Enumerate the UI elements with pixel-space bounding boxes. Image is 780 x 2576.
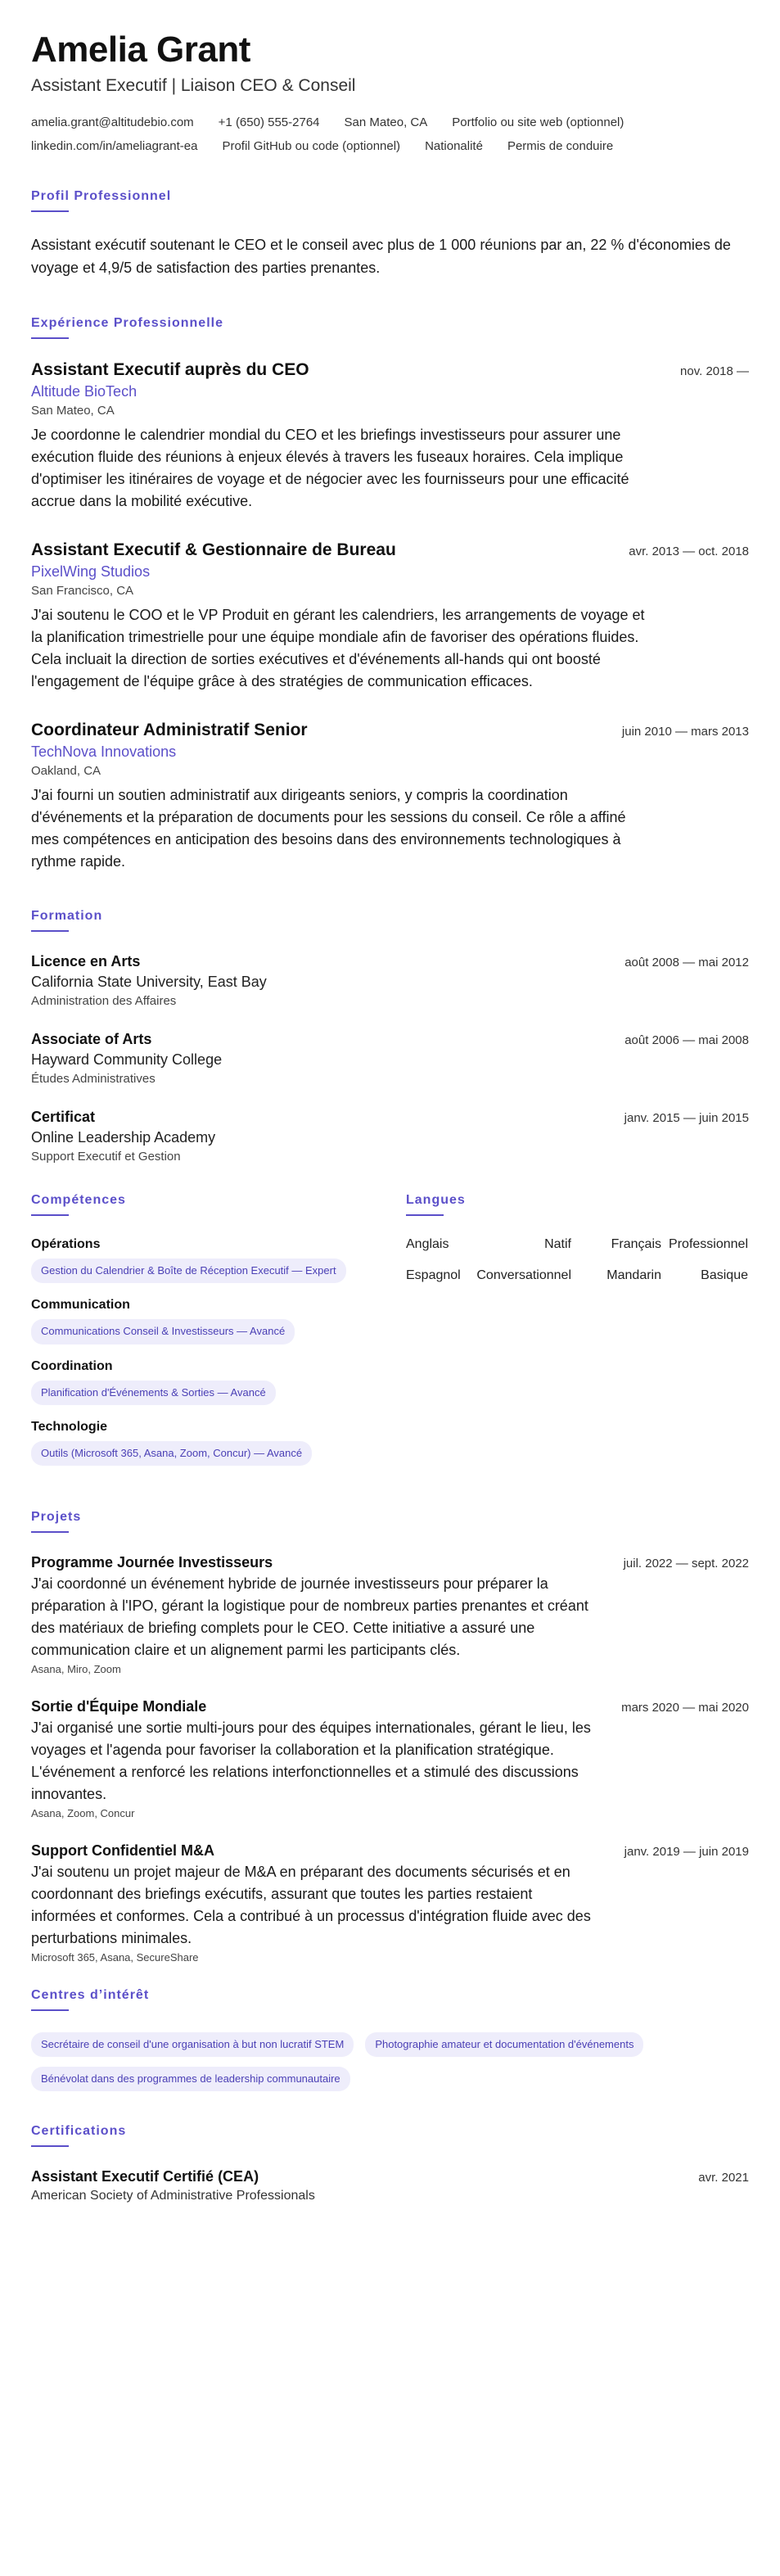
project-tools: Asana, Miro, Zoom: [31, 1662, 121, 1675]
experience-entry: [31, 721, 749, 873]
job-location: San Mateo, CA: [31, 404, 115, 418]
section-title: Centres d’intérêt: [31, 1987, 150, 2002]
job-dates: juin 2010 — mars 2013: [621, 725, 749, 739]
job-description: J'ai soutenu le COO et le VP Produit en gérant les calendriers, les arrangements de voyage et la planification trimestrielle pour une équipe mondiale afin de favoriser des opérations fluides. Cela incluait la direction de sorties exécutives et d'événements all-hands qui ont boosté l'engagement de l'équipe grâce à des stratégies de communication efficaces.: [31, 607, 645, 690]
project-tools: Microsoft 365, Asana, SecureShare: [31, 1950, 199, 1964]
contact-list: [31, 115, 749, 153]
profile-section: [31, 189, 749, 281]
company-name: TechNova Innovations: [31, 743, 177, 761]
language-level: Conversationnel: [476, 1268, 571, 1283]
education-entry: [31, 1031, 749, 1086]
company-name: PixelWing Studios: [31, 563, 151, 581]
contact-github[interactable]: Profil GitHub ou code (optionnel): [222, 138, 401, 153]
project-entry: [31, 1554, 749, 1675]
candidate-name: Amelia Grant: [31, 29, 250, 70]
contact-nationality: Nationalité: [425, 138, 483, 153]
degree-title: Licence en Arts: [31, 953, 141, 970]
school-name: Online Leadership Academy: [31, 1129, 216, 1146]
education-dates: août 2008 — mai 2012: [624, 956, 749, 970]
skill-category: Communication: [31, 1298, 130, 1313]
job-dates: nov. 2018 —: [680, 364, 749, 379]
job-title: Assistant Executif & Gestionnaire de Bureau: [31, 540, 396, 560]
education-dates: août 2006 — mai 2008: [624, 1033, 749, 1048]
project-description: J'ai coordonné un événement hybride de journée investisseurs pour préparer la préparation à l'IPO, gérant la logistique pour de nombreux parties prenantes et créant des matériaux de briefing complets pour le CEO. Cette initiative a assuré une communication claire et un alignement parmi les participants clés.: [31, 1575, 588, 1658]
language-level: Professionnel: [669, 1237, 748, 1252]
contact-email[interactable]: amelia.grant@altitudebio.com: [31, 115, 194, 129]
profile-summary: Assistant exécutif soutenant le CEO et le conseil avec plus de 1 000 réunions par an, 22 % d'économies de voyage et 4,9/5 de satisfaction des parties prenantes.: [31, 236, 731, 277]
skill-chip: Gestion du Calendrier & Boîte de Réception Executif — Expert: [31, 1259, 346, 1283]
contact-portfolio[interactable]: Portfolio ou site web (optionnel): [452, 115, 624, 129]
contact-linkedin[interactable]: linkedin.com/in/ameliagrant-ea: [31, 138, 198, 153]
section-divider: [406, 1214, 444, 1216]
certification-issuer: American Society of Administrative Professionals: [31, 2189, 315, 2203]
certification-date: avr. 2021: [698, 2171, 749, 2185]
section-title: Compétences: [31, 1193, 126, 1208]
skill-chip: Planification d'Événements & Sorties — Avancé: [31, 1381, 276, 1405]
language-name: Mandarin: [606, 1268, 661, 1283]
languages-section: [406, 1193, 748, 1480]
contact-phone[interactable]: +1 (650) 555-2764: [218, 115, 320, 129]
skill-chip: Outils (Microsoft 365, Asana, Zoom, Concur) — Avancé: [31, 1441, 312, 1466]
section-divider: [31, 1531, 69, 1533]
school-name: California State University, East Bay: [31, 974, 267, 991]
contact-driving-license: Permis de conduire: [507, 138, 614, 153]
experience-entry: [31, 360, 749, 513]
study-field: Études Administratives: [31, 1072, 156, 1087]
skill-group: [31, 1298, 373, 1344]
project-dates: mars 2020 — mai 2020: [621, 1700, 749, 1715]
education-entry: [31, 1109, 749, 1164]
skill-group: [31, 1420, 373, 1466]
job-description: Je coordonne le calendrier mondial du CEO et les briefings investisseurs pour assurer une exécution fluide des réunions à enjeux élevés à travers les fuseaux horaires. Cela implique d'optimiser les itinéraires de voyage et de négocier avec les fournisseurs pour une efficacité accrue dans la mobilité exécutive.: [31, 427, 629, 510]
job-title: Coordinateur Administratif Senior: [31, 721, 308, 740]
skill-category: Coordination: [31, 1358, 113, 1373]
section-title: Certifications: [31, 2124, 127, 2139]
skill-group: [31, 1237, 373, 1283]
section-title: Langues: [406, 1193, 466, 1208]
project-entry: [31, 1842, 749, 1964]
job-title: Assistant Executif auprès du CEO: [31, 360, 309, 380]
education-entry: [31, 953, 749, 1008]
skill-group: [31, 1359, 373, 1405]
degree-title: Associate of Arts: [31, 1031, 152, 1048]
resume-header: [31, 29, 749, 153]
projects-section: [31, 1510, 749, 1964]
certifications-section: [31, 2124, 749, 2203]
section-title: Expérience Professionnelle: [31, 316, 223, 331]
project-title: Sortie d'Équipe Mondiale: [31, 1697, 207, 1715]
interest-chips: [31, 2032, 749, 2091]
project-entry: [31, 1698, 749, 1819]
certification-title: Assistant Executif Certifié (CEA): [31, 2168, 259, 2185]
interests-section: [31, 1988, 749, 2091]
section-divider: [31, 210, 69, 212]
interest-chip: Bénévolat dans des programmes de leadership communautaire: [31, 2067, 350, 2091]
skill-category: Technologie: [31, 1419, 108, 1434]
section-divider: [31, 337, 69, 339]
job-description: J'ai fourni un soutien administratif aux dirigeants seniors, y compris la coordination d'événements et la préparation de documents pour les sessions du conseil. Ce rôle a affiné mes compétences en anticipation des besoins dans des environnements technologiques à rythme rapide.: [31, 787, 626, 870]
section-divider: [31, 1214, 69, 1216]
section-title: Formation: [31, 909, 103, 924]
education-section: [31, 909, 749, 1164]
job-dates: avr. 2013 — oct. 2018: [629, 545, 749, 559]
education-dates: janv. 2015 — juin 2015: [624, 1111, 749, 1126]
language-name: Anglais: [406, 1237, 449, 1252]
language-name: Français: [611, 1237, 661, 1252]
candidate-headline: Assistant Executif | Liaison CEO & Conseil: [31, 75, 356, 95]
contact-location: San Mateo, CA: [344, 115, 428, 129]
project-dates: janv. 2019 — juin 2019: [624, 1844, 749, 1859]
section-divider: [31, 2145, 69, 2147]
project-title: Programme Journée Investisseurs: [31, 1553, 273, 1570]
project-description: J'ai organisé une sortie multi-jours pour des équipes internationales, gérant le lieu, les voyages et l'agenda pour favoriser la collaboration et la planification stratégique. L'événement a renforcé les relations interfonctionnelles et a stimulé des discussions innovantes.: [31, 1719, 591, 1802]
study-field: Administration des Affaires: [31, 994, 177, 1009]
skill-category: Opérations: [31, 1237, 101, 1252]
project-tools: Asana, Zoom, Concur: [31, 1806, 135, 1819]
company-name: Altitude BioTech: [31, 383, 138, 400]
experience-section: [31, 316, 749, 873]
job-location: San Francisco, CA: [31, 584, 134, 599]
section-title: Projets: [31, 1509, 82, 1524]
language-name: Espagnol: [406, 1268, 461, 1283]
degree-title: Certificat: [31, 1109, 96, 1126]
languages-grid: [406, 1237, 748, 1283]
section-divider: [31, 2009, 69, 2011]
interest-chip: Photographie amateur et documentation d'événements: [365, 2032, 643, 2057]
study-field: Support Executif et Gestion: [31, 1150, 181, 1164]
language-level: Natif: [544, 1237, 571, 1252]
project-dates: juil. 2022 — sept. 2022: [623, 1556, 749, 1570]
certification-entry: [31, 2168, 749, 2203]
experience-entry: [31, 540, 749, 693]
skill-chip: Communications Conseil & Investisseurs — Avancé: [31, 1319, 295, 1344]
section-divider: [31, 930, 69, 932]
section-title: Profil Professionnel: [31, 188, 172, 203]
job-location: Oakland, CA: [31, 764, 101, 779]
interest-chip: Secrétaire de conseil d'une organisation à but non lucratif STEM: [31, 2032, 354, 2057]
skills-languages-row: [31, 1193, 749, 1480]
project-title: Support Confidentiel M&A: [31, 1842, 214, 1859]
project-description: J'ai soutenu un projet majeur de M&A en préparant des documents sécurisés et en coordonnant des briefings exécutifs, assurant que toutes les parties restaient informées et conformes. Cela a contribué à un processus d'intégration fluide avec des perturbations minimales.: [31, 1863, 591, 1946]
language-level: Basique: [701, 1268, 748, 1283]
school-name: Hayward Community College: [31, 1051, 223, 1069]
skills-section: [31, 1193, 373, 1480]
